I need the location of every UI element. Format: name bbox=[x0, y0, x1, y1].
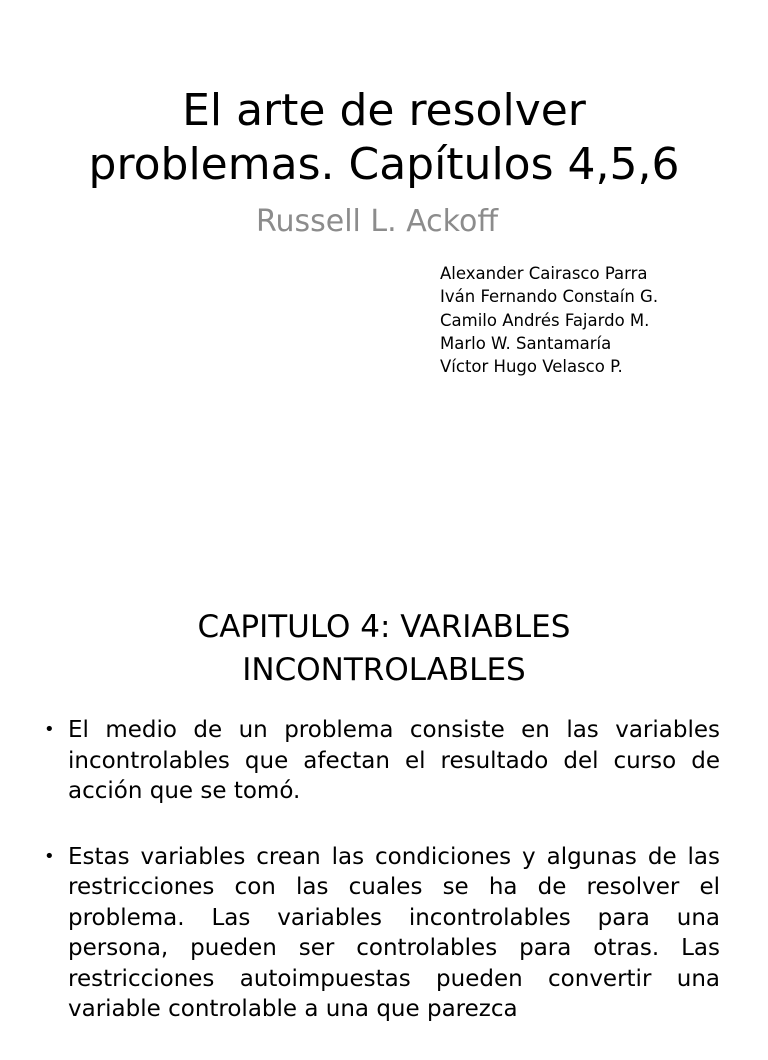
author-name: Marlo W. Santamaría bbox=[440, 333, 612, 353]
bullet-marker: • bbox=[44, 845, 55, 867]
section-title-line: INCONTROLABLES bbox=[242, 652, 526, 688]
bullet-marker: • bbox=[44, 719, 55, 740]
bullet-item bbox=[0, 842, 720, 1025]
section-title-line: CAPITULO 4: VARIABLES bbox=[197, 609, 571, 645]
section-title bbox=[0, 606, 768, 692]
slide-title-line: problemas. Capítulos 4,5,6 bbox=[88, 139, 680, 190]
author-name: Alexander Cairasco Parra bbox=[440, 264, 648, 283]
bullet-item bbox=[0, 715, 720, 807]
content-slide bbox=[0, 560, 768, 1024]
bullet-text: El medio de un problema consiste en las variables incontrolables que afectan el resultado del curso de acción que se tomó. bbox=[68, 717, 720, 804]
slide-title bbox=[0, 84, 768, 192]
author-list bbox=[440, 262, 658, 378]
author-name: Iván Fernando Constaín G. bbox=[440, 287, 659, 307]
bullet-text: Estas variables crean las condiciones y algunas de las restricciones con las cuales se ha de resolver el problema. Las variables incontrolables para una persona, pueden ser controlables para otras. Las restricciones autoimpuestas pueden convertir una variable controlable a una que parezca bbox=[68, 843, 720, 1022]
slide-title-line: El arte de resolver bbox=[182, 85, 586, 136]
author-name: Víctor Hugo Velasco P. bbox=[440, 357, 623, 377]
bullet-list bbox=[0, 715, 720, 1060]
author-name: Camilo Andrés Fajardo M. bbox=[440, 310, 650, 330]
slide-subtitle: Russell L. Ackoff bbox=[255, 204, 499, 239]
